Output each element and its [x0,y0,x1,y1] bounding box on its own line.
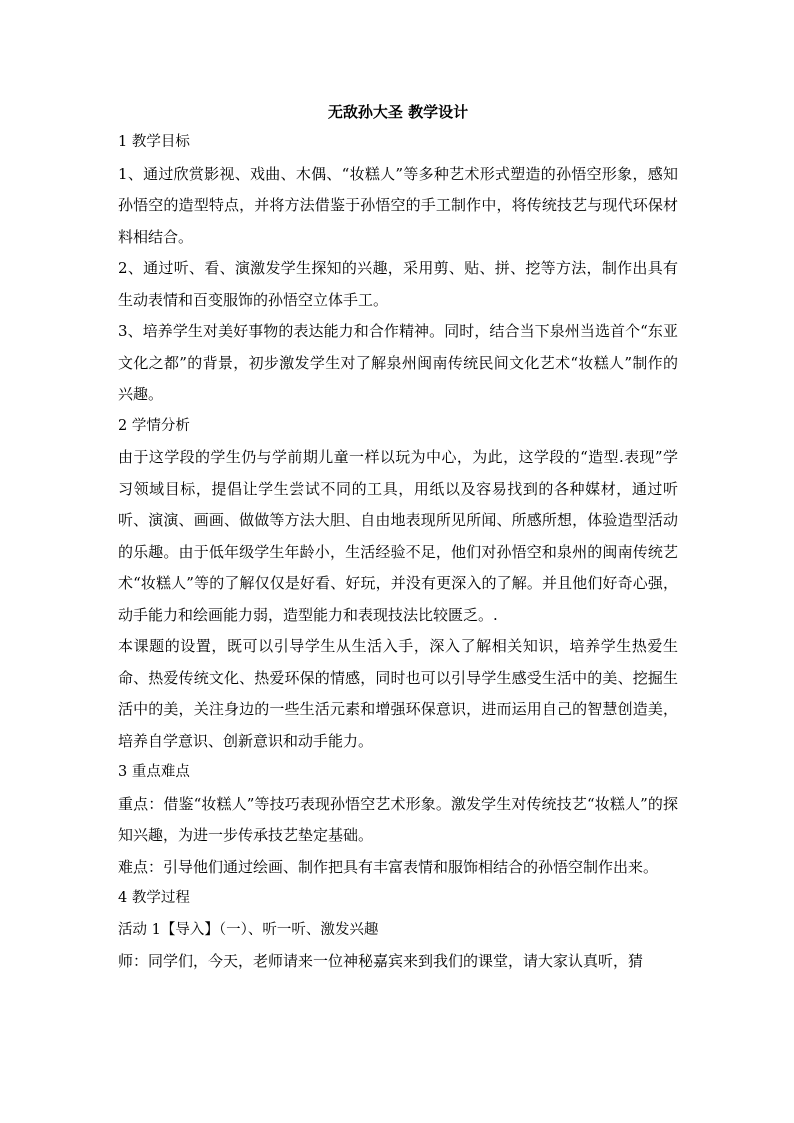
section-heading-teaching-process: 4 教学过程 [118,890,190,906]
section-heading-objectives: 1 教学目标 [118,134,190,150]
paragraph-objective-2: 2、通过听、看、演激发学生探知的兴趣，采用剪、贴、拼、挖等方法，制作出具有生动表情和百变服饰的孙悟空立体手工。 [118,259,678,309]
paragraph-teacher-dialogue: 师：同学们，今天，老师请来一位神秘嘉宾来到我们的课堂，请大家认真听，猜 [118,952,644,970]
activity-heading: 活动 1【导入】（一）、听一听、激发兴趣 [118,921,379,938]
paragraph-learner-analysis-1: 由于这学段的学生仍与学前期儿童一样以玩为中心，为此，这学段的“造型.表现”学习领域目标，提倡让学生尝试不同的工具，用纸以及容易找到的各种媒材，通过听听、演演、画画、做做等方法大胆、自由地表现所见所闻、所感所想，体验造型活动的乐趣。由于低年级学生年龄小，生活经验不足，他们对孙悟空和泉州的闽南传统艺术“妆糕人”等的了解仅仅是好看、好玩，并没有更深入的了解。并且他们好奇心强，动手能力和绘画能力弱，造型能力和表现技法比较匮乏。. [118,448,678,624]
paragraph-objective-3: 3、培养学生对美好事物的表达能力和合作精神。同时，结合当下泉州当选首个“东亚文化之都”的背景，初步激发学生对了解泉州闽南传统民间文化艺术“妆糕人”制作的兴趣。 [118,322,678,403]
paragraph-key-point: 重点：借鉴“妆糕人”等技巧表现孙悟空艺术形象。激发学生对传统技艺“妆糕人”的探知兴趣，为进一步传承技艺垫定基础。 [118,794,678,844]
document-body [118,100,678,978]
document-title: 无敌孙大圣 教学设计 [327,103,469,121]
section-heading-key-points: 3 重点难点 [118,764,190,780]
paragraph-learner-analysis-2: 本课题的设置，既可以引导学生从生活入手，深入了解相关知识，培养学生热爱生命、热爱传统文化、热爱环保的情感，同时也可以引导学生感受生活中的美、挖掘生活中的美，关注身边的一些生活元素和增强环保意识，进而运用自己的智慧创造美，培养自学意识、创新意识和动手能力。 [118,637,678,750]
paragraph-difficulty: 难点：引导他们通过绘画、制作把具有丰富表情和服饰相结合的孙悟空制作出来。 [118,857,659,876]
section-heading-learner-analysis: 2 学情分析 [118,417,190,434]
paragraph-objective-1: 1、通过欣赏影视、戏曲、木偶、“妆糕人”等多种艺术形式塑造的孙悟空形象，感知孙悟空的造型特点，并将方法借鉴于孙悟空的手工制作中，将传统技艺与现代环保材料相结合。 [118,164,678,246]
